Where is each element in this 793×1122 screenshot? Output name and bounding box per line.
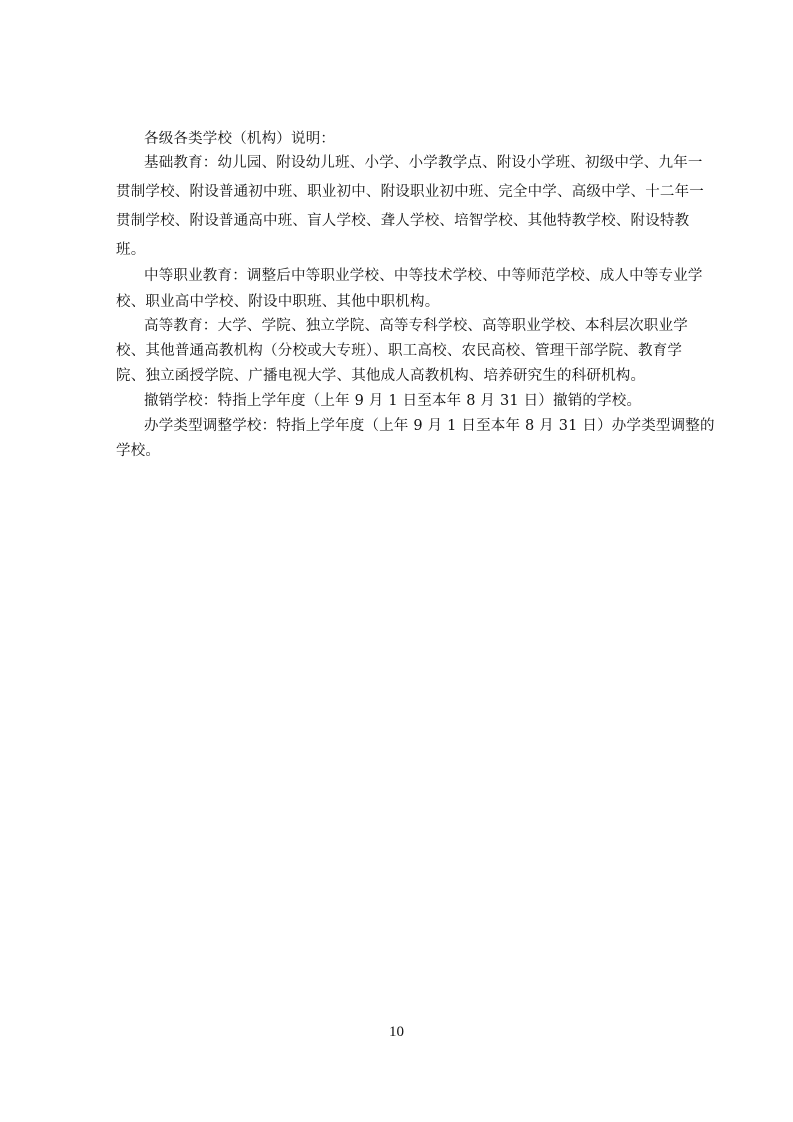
- closed-schools-line: 撤销学校：特指上学年度（上年 9 月 1 日至本年 8 月 31 日）撤销的学校。: [144, 393, 642, 409]
- type-adjusted-schools-line-1: 办学类型调整学校：特指上学年度（上年 9 月 1 日至本年 8 月 31 日）办学类型调整的: [144, 418, 715, 434]
- notes-heading: 各级各类学校（机构）说明：: [144, 131, 336, 147]
- higher-education-line-1: 高等教育：大学、学院、独立学院、高等专科学校、高等职业学校、本科层次职业学: [144, 318, 688, 334]
- basic-education-line-4: 班。: [116, 242, 146, 258]
- type-adjusted-schools-line-2: 学校。: [116, 443, 161, 459]
- basic-education-line-2: 贯制学校、附设普通初中班、职业初中、附设职业初中班、完全中学、高级中学、十二年一: [116, 184, 704, 200]
- secondary-vocational-line-1: 中等职业教育：调整后中等职业学校、中等技术学校、中等师范学校、成人中等专业学: [144, 268, 703, 284]
- page-number: 10: [389, 1024, 404, 1040]
- basic-education-line-3: 贯制学校、附设普通高中班、盲人学校、聋人学校、培智学校、其他特教学校、附设特教: [116, 213, 690, 229]
- basic-education-line-1: 基础教育：幼儿园、附设幼儿班、小学、小学教学点、附设小学班、初级中学、九年一: [144, 155, 703, 171]
- secondary-vocational-line-2: 校、职业高中学校、附设中职班、其他中职机构。: [116, 294, 440, 310]
- higher-education-line-3: 院、独立函授学院、广播电视大学、其他成人高教机构、培养研究生的科研机构。: [116, 368, 646, 384]
- higher-education-line-2: 校、其他普通高教机构（分校或大专班）、职工高校、农民高校、管理干部学院、教育学: [116, 343, 683, 359]
